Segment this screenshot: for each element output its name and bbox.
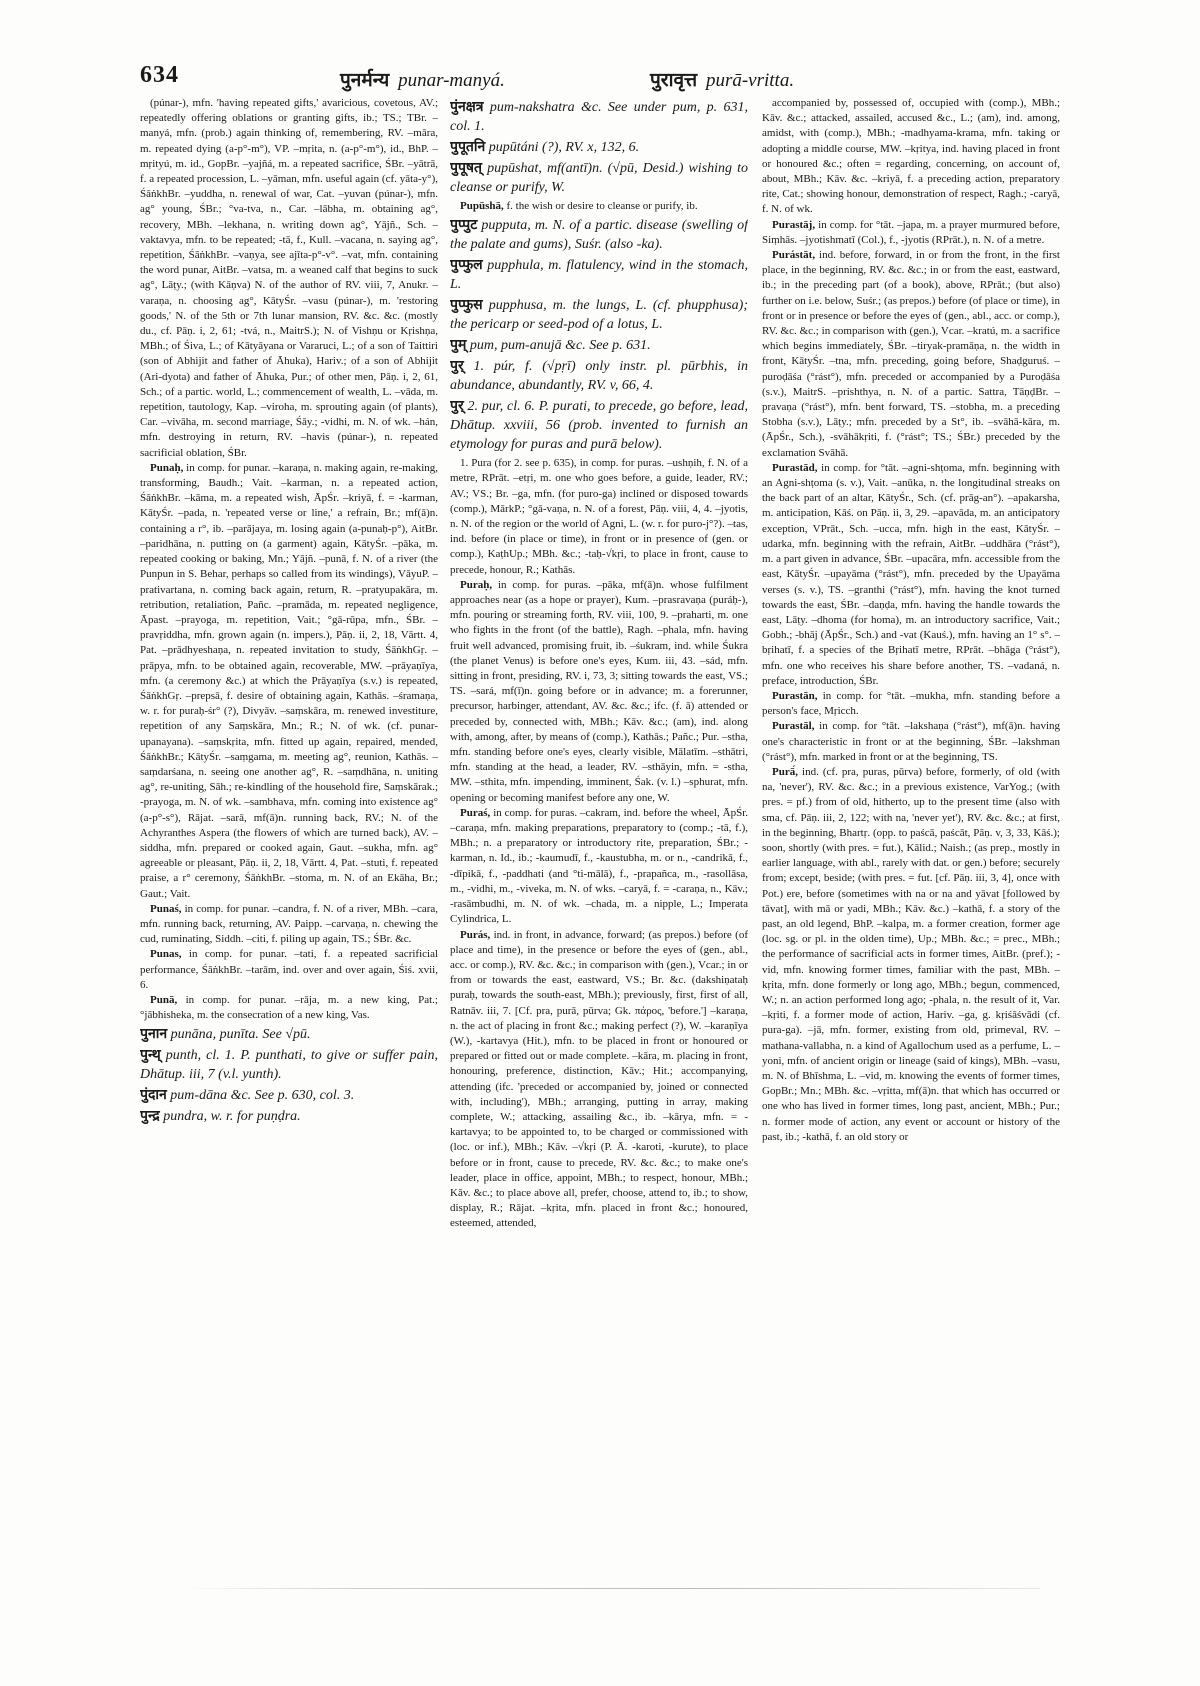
entry-text: in comp. for °tāt. –lakshaṇa (°rást°), mf(ā)n. having one's characteristic in front or at the beginning, ŚBr. –lakshman (°rást°), mfn. marked in front or at the beginning, TS. bbox=[762, 720, 1060, 763]
dictionary-entry bbox=[450, 199, 748, 214]
root-entry bbox=[450, 216, 748, 254]
entry-headword: Purastān, bbox=[772, 689, 818, 702]
page-number: 634 bbox=[140, 62, 179, 88]
entry-devanagari: पुपूतनि bbox=[450, 140, 486, 155]
entry-devanagari: पुर् bbox=[450, 399, 464, 415]
bottom-rule bbox=[180, 1588, 1040, 1589]
entry-headword: Punas, bbox=[150, 948, 182, 961]
entry-text: in comp. for puras. –cakram, ind. before the wheel, ĀpŚr. –caraṇa, mfn. making preparations, preparatory to (comp.; -tā, f.), MBh.; n. a preparatory or introductory rite, preparation, ŚBr.; -karman, n. Id., ib.; -kaumudī, f., -kaustubha, m. or n., -candrikā, f., -dīpikā, f., -paddhati (and °ti-mālā), f., -prapañca, m., -rasollāsa, m., -vidhi, m., -viveka, m. N. of wks. –caryā, f. = -caraṇa, n., Kāv.; -rasāmbudhi, m. N. of wk. –chada, m. a nipple, L.; Imperata Cylindrica, L. bbox=[450, 806, 748, 926]
entry-headword: Punā, bbox=[150, 993, 178, 1006]
entry-headword: Purastāj, bbox=[772, 218, 816, 231]
entry-devanagari: पुम् bbox=[450, 338, 467, 354]
entry-headword: Puraś, bbox=[460, 806, 491, 819]
entry-text: f. the wish or desire to cleanse or purify, ib. bbox=[506, 200, 698, 212]
entry-headword: Punaḥ, bbox=[150, 461, 184, 474]
dictionary-entry bbox=[762, 719, 1060, 765]
entry-text: pum-nakshatra &c. See under pum, p. 631, col. 1. bbox=[450, 100, 748, 134]
column-1 bbox=[140, 96, 438, 1466]
entry-devanagari: पुन्द्र bbox=[140, 1109, 160, 1125]
running-head-left-devanagari: पुनर्मन्य bbox=[340, 70, 390, 91]
entry-headword: Pupūshā, bbox=[460, 200, 504, 212]
entry-text: ind. before, forward, in or from the front, in the first place, in the beginning, RV. &c. &c.; in or from the east, eastward, ib.; in the preceding part (of a book), above, RPrāt.; (but also) further on i.e. below, Suśr.; (as prepos.) before (of place or time), in front or in presence or before the eyes of (gen., abl., acc. or comp.), RV. &c. &c.; in comparison with (gen.), Vcar. –kratú, m. a sacrifice which begins immediately, ŚBr. –tiryak-pramāṇa, n. the width in front, KātyŚr. –tna, mfn. preceding, going before, Shaḍguruś. –puroḍāśa (°rást°), mfn. preceded or accompanied by a Puroḍāśa (s.v.), MaitrS. –prishthya, n. N. of a partic. Sattra, TāṇḍBr. –pravaṇa (°rást°), mfn. bent forward, TS. –stobha, m. a preceding Stobha (s.v.), Lāṭy.; mfn. preceded by a St°, ib. –svāhā-kāra, m. (ĀpŚr., Sch.), -svāhākṛiti, f. (°rást°; TS.; ŚBr.) preceded by the exclamation Svāhā. bbox=[762, 249, 1060, 459]
dictionary-entry bbox=[140, 902, 438, 948]
entry-headword: Punaś, bbox=[150, 902, 182, 915]
entry-text: pum-dāna &c. See p. 630, col. 3. bbox=[170, 1088, 355, 1104]
dictionary-entry bbox=[762, 461, 1060, 689]
dictionary-entry bbox=[450, 806, 748, 928]
root-entry bbox=[450, 357, 748, 395]
root-entry bbox=[140, 1107, 438, 1126]
entry-headword: Puraḥ, bbox=[460, 578, 493, 591]
page-header bbox=[140, 62, 1060, 96]
dictionary-entry bbox=[762, 689, 1060, 719]
dictionary-entry bbox=[762, 248, 1060, 461]
entry-headword: Purā́, bbox=[772, 765, 798, 778]
entry-devanagari: पुंनक्षत्र bbox=[450, 100, 484, 115]
running-head-left bbox=[340, 66, 505, 92]
entry-devanagari: पुर् bbox=[450, 359, 464, 375]
entry-devanagari: पुंदान bbox=[140, 1088, 167, 1104]
entry-text: pum, pum-anujā &c. See p. 631. bbox=[469, 338, 651, 354]
column-2 bbox=[450, 96, 748, 1466]
dictionary-entry bbox=[450, 928, 748, 1232]
dictionary-entry bbox=[140, 993, 438, 1023]
root-entry bbox=[140, 1025, 438, 1044]
entry-text: punth, cl. 1. P. punthati, to give or suffer pain, Dhātup. iii, 7 (v.l. yunth). bbox=[140, 1048, 438, 1083]
entry-text: 2. pur, cl. 6. P. purati, to precede, go before, lead, Dhātup. xxviii, 56 (prob. invented to furnish an etymology for puras and purā below). bbox=[450, 399, 748, 453]
entry-devanagari: पुपूषत् bbox=[450, 161, 482, 176]
entry-text: pupphusa, m. the lungs, L. (cf. phupphusa); the pericarp or seed-pod of a lotus, L. bbox=[450, 298, 748, 333]
dictionary-entry bbox=[762, 765, 1060, 1145]
root-entry bbox=[140, 1086, 438, 1105]
running-head-right-transliteration: purā-vritta. bbox=[705, 70, 795, 91]
entry-text: in comp. for punar. –rāja, m. a new king, Pat.; °jābhisheka, m. the consecration of a new king, Vas. bbox=[140, 993, 438, 1022]
entry-text: 1. púr, f. (√pṛī) only instr. pl. pūrbhis, in abundance, abundantly, RV. v, 66, 4. bbox=[450, 359, 748, 394]
entry-text: in comp. for °tāt. –agni-shṭoma, mfn. beginning with an Agni-shṭoma (s. v.), Vait. –anūka, n. the longitudinal streaks on the back part of an altar, KātyŚr., Sch. (cf. prāg-an°). –apakarsha, m. anticipation, Kāś. on Pāṇ. ii, 3, 29. –apavāda, m. an anticipatory exception, VPrāt., Sch. –ucca, mfn. high in the east, KātyŚr. –udarka, mfn. beginning with the refrain, AitBr. –uddhāra (°rást°), m. a part given in advance, ŚBr. –upacāra, mfn. accessible from the east, KātyŚr. –upayāma (°rást°), mfn. preceded by the Upayāma verses (s. v.), TS. –granthi (°rást°), mfn. having the knot turned towards the east, ŚBr. –daṇḍa, mfn. having the handle towards the east, Lāṭy. –dhoma (for homa), m. an introductory sacrifice, Vait.; Gobh.; -bhāj (ĀpŚr., Sch.) and -vat (Kauś.), mfn. having an 1° s°. –bṛihatī, f. a species of the Bṛihatī metre, RPrāt. –bhāga (°rást°), mfn. one who receives his share before another, TS. –vadaná, n. preface, introduction, ŚBr. bbox=[762, 461, 1060, 687]
text-columns bbox=[140, 96, 1060, 1466]
dictionary-entry-continuation: accompanied by, possessed of, occupied with (comp.), MBh.; Kāv. &c.; attacked, assailed, accused &c., L.; (am), ind. among, amidst, with (comp.), MBh.; -madhyama-krama, mfn. taking or adopting a middle course, MW. –kṛitya, ind. having placed in front or honoured &c.; often = regarding, concerning, on account of, about, MBh.; Kāv. &c. –kriyā, f. a preceding action, preparatory rite, Cat.; showing honour, demonstration of respect, Ragh.; -caryā, f. N. of wk. bbox=[762, 97, 1060, 216]
dictionary-entry bbox=[762, 218, 1060, 248]
running-head-right-devanagari: पुरावृत्त bbox=[650, 70, 698, 91]
entry-headword: Purastād, bbox=[772, 461, 818, 474]
running-head-right bbox=[650, 66, 794, 92]
root-entry bbox=[450, 397, 748, 454]
root-entry bbox=[450, 98, 748, 136]
dictionary-entry bbox=[450, 578, 748, 806]
entry-devanagari: पुन्थ् bbox=[140, 1048, 161, 1064]
entry-text: pundra, w. r. for puṇḍra. bbox=[163, 1109, 301, 1125]
entry-text: in comp. for punar. –tati, f. a repeated sacrificial performance, ŚāṅkhBr. –tarām, ind. over and over again, Śiś. xvii, 6. bbox=[140, 948, 438, 991]
dictionary-entry-continuation: (púnar-), mfn. 'having repeated gifts,' avaricious, covetous, AV.; repeatedly offering oblations or granting gifts, ib.; TS.; TBr. –manyá, mfn. (prob.) again thinking of, remembering, RV. –māra, m. repeated dying (a-p°-m°), VP. –mṛita, n. (a-p°-m°), id., BhP. –mṛityú, m. id., GopBr. –yajñá, m. a repeated sacrifice, ŚBr. –yātrā, f. a repeated procession, L. –yāman, mfn. useful again (cf. yāta-y°), ŚāṅkhBr. –yuddha, n. renewal of war, Cat. –yuvan (púnar-), mfn. ag° young, ŚBr.; °va-tva, n., Car. –lābha, m. obtaining ag°, recovery, MBh. –lekhana, n. writing down ag°, Yājñ., Sch. –vaktavya, mfn. to be repeated; -tā, f., Kull. –vacana, n. saying ag°, repetition, ŚāṅkhBr. –vaṇya, see ajīta-p°-v°. –vat, mfn. containing the word punar, AitBr. –vatsa, m. a weaned calf that begins to suck ag°, Lāṭy.; (with Kāṇva) N. of the author of RV. viii, 7, Anukr. –varaṇa, n. choosing ag°, KātyŚr. –vasu (púnar-), m. 'restoring goods,' N. of the 5th or 7th lunar mansion, RV. &c. &c. (mostly du., cf. Pāṇ. i, 2, 61; -tvá, n., MaitrS.); N. of Vishṇu or Kṛishṇa, MBh.; of Śiva, L.; of Kātyāyana or Vararuci, L.; of a son of Taittiri (son of Abhijit and father of Āhuka), Hariv.; of a son of Abhijit (Ari-dyota) and father of Āhuka, Pur.; of other men, Pāṇ. i, 2, 61, Sch.; of a partic. world, L.; commencement of wealth, L. –vāda, m. repetition, tautology, Kap. –viroha, m. sprouting again (of plants), Car. –vivāha, m. second marriage, Śāy.; -vidhi, m. N. of wk. –hán, mfn. destroying in return, RV. –havis (púnar-), n. repeated sacrificial oblation, ŚBr. bbox=[140, 97, 438, 459]
root-entry bbox=[450, 138, 748, 157]
entry-text: in comp. for °tāt. –mukha, mfn. standing before a person's face, Mṛicch. bbox=[762, 689, 1060, 718]
root-entry bbox=[450, 296, 748, 334]
running-head-left-transliteration: punar-manyá. bbox=[398, 70, 505, 91]
root-entry bbox=[450, 336, 748, 355]
entry-text: pupūtáni (?), RV. x, 132, 6. bbox=[488, 140, 640, 155]
root-entry bbox=[450, 256, 748, 294]
entry-text: in comp. for puras. –pāka, mf(ā)n. whose fulfilment approaches near (as a hope or prayer), Kum. –prasravaṇa (puráḥ-), mfn. pouring or streaming forth, RV. viii, 100, 9. –praharti, m. one who fights in the front (of the battle), Ragh. –phala, mfn. having fruit well advanced, promising fruit, ib. –śukram, ind. while Śukra (the planet Venus) is before one's eyes, Kum. iii, 43. –sád, mfn. sitting in front, presiding, RV. i, 73, 3; sitting towards the east, VS.; TS. –sará, mf(ī)n. going before or in advance; m. a forerunner, precursor, harbinger, attendant, AV. &c. &c.; ifc. (f. ā) attended or preceded by, connected with, MBh.; Kāv. &c.; (am), ind. along with, among, after, by means of (comp.), Kathās.; Pañc.; Pur. –stha, mfn. standing before one's eyes, clearly visible, Mālatīm. –sthātri, mfn. standing at the head, a leader, RV. –sthāyin, mfn. = -stha, MW. –sthita, mfn. impending, imminent, Śak. (v. l.) –sphurat, mfn. opening or becoming manifest before any one, W. bbox=[450, 578, 748, 804]
entry-devanagari: पुनान bbox=[140, 1027, 168, 1043]
entry-text: pupphula, m. flatulency, wind in the stomach, L. bbox=[450, 258, 748, 293]
entry-devanagari: पुप्फुल bbox=[450, 258, 483, 274]
entry-devanagari: पुप्पुट bbox=[450, 218, 478, 234]
dictionary-entry-continuation: 1. Pura (for 2. see p. 635), in comp. for puras. –ushṇih, f. N. of a metre, RPrāt. –etṛi, m. one who goes before, a guide, leader, RV.; AV.; VS.; Br. –ga, mfn. (for puro-ga) inclined or disposed towards (comp.), MārkP.; °gā-vaṇa, n. N. of a forest, Pāṇ. viii, 4, 4. –jyotis, n. N. of the region or the world of Agni, L. (w. r. for puro-j°?). –tas, ind. before (in place or time), in front or in presence of (gen. or comp.), KaṭhUp.; MBh. &c.; -taḥ-√kṛi, to place in front, cause to precede, honour, R.; Kathās. bbox=[450, 457, 748, 576]
column-3 bbox=[762, 96, 1060, 1466]
entry-headword: Purastāl, bbox=[772, 720, 815, 733]
entry-text: in comp. for punar. –candra, f. N. of a river, MBh. –cara, mfn. running back, returning, AV. Paipp. –carvaṇa, n. chewing the cud, ruminating, Siddh. –citi, f. piling up again, TS.; ŚBr. &c. bbox=[140, 902, 438, 946]
entry-devanagari: पुप्फुस bbox=[450, 298, 483, 314]
entry-headword: Purás, bbox=[460, 928, 491, 941]
entry-text: in comp. for °tāt. –japa, m. a prayer murmured before, Siṃhās. –jyotishmatī (Col.), f., -jyotis (RPrāt.), n. N. of a metre. bbox=[762, 218, 1060, 246]
root-entry bbox=[140, 1046, 438, 1084]
dictionary-entry bbox=[140, 461, 438, 902]
entry-text: pupūshat, mf(antī)n. (√pū, Desid.) wishing to cleanse or purify, W. bbox=[450, 161, 748, 195]
root-entry bbox=[450, 159, 748, 197]
entry-text: ind. in front, in advance, forward; (as prepos.) before (of place and time), in the presence or before the eyes of (gen., abl., acc. or comp.), RV. &c. &c.; in comparison with (gen.), Vcar.; in or from or towards the east, eastward, VS.; Br. &c. (dakshiṇataḥ puraḥ, towards the south-east, MBh.); previously, first, first of all, Ratnāv. iii, 7. [Cf. pra, purā, pūrva; Gk. πάρος, 'before.'] –karaṇa, n. the act of placing in front &c.; making perfect (?), W. –karaṇīya (W.), -kartavya (Hit.), mfn. to be placed in front or honoured or prepared or fitted out or made complete. –kāra, m. placing in front, honouring, preference, distinction, Kāv.; Hit.; accompanying, attending (ifc. 'preceded or accompanied by, joined or connected with, including'), MBh.; arranging, putting in array, making complete, W.; attacking, assailing &c., ib. –kārya, mfn. = -kartavya; to be appointed to, to be charged or commissioned with (loc. or inf.), MBh.; Kāv. –√kṛi (P. Ā. -karoti, -kurute), to place before or in front, cause to precede, RV. &c. &c.; to make one's leader, place in office, appoint, MBh.; to respect, honour, MBh.; Kāv. &c.; to place above all, prefer, choose, attend to, ib.; to show, display, R.; Rājat. –kṛita, mfn. placed in front &c.; honoured, esteemed, attended, bbox=[450, 928, 748, 1230]
dictionary-entry bbox=[140, 947, 438, 993]
entry-text: pupputa, m. N. of a partic. disease (swelling of the palate and gums), Suśr. (also -ka). bbox=[450, 218, 748, 253]
entry-text: in comp. for punar. –karaṇa, n. making again, re-making, transforming, Baudh.; Vait. –karman, n. a repeated action, ŚāṅkhBr. –kāma, m. a repeated wish, ĀpŚr. –kriyā, f. = -karman, KātyŚr. –pada, n. 'repeated verse or line,' a refrain, Br.; mf(ā)n. containing a r°, ib. –parājaya, m. losing again (a-punaḥ-p°), AitBr. –paridhāna, n. putting on (a garment) again, KātyŚr. –pāka, m. repeated cooking or baking, Mn.; Yājñ. –punā, f. N. of a river (the Punpun in S. Behar, perhaps so called from its windings), VāyuP. –prativartana, n. coming back again, return, R. –pratyupakāra, m. retribution, retaliation, Pañc. –pramāda, m. repeated negligence, Āpast. –prayoga, m. repetition, Vait.; °gā-rūpa, mfn., ŚBr. –pravṛiddha, mfn. grown again (n. impers.), Pāṇ. ii, 2, 18, Vārtt. 4, Pat. –prādhyeshaṇa, n. repeated invitation to study, ŚāṅkhGṛ. –prāpya, mfn. to be obtained again, recoverable, MW. –prāyaṇīya, mfn. (a ceremony &c.) at which the Prāyaṇīya (s.v.) is repeated, ŚāṅkhGṛ. –prepsā, f. desire of obtaining again, Kathās. –śramaṇa, w. r. for puraḥ-śr° (?), Divyāv. –saṃskāra, m. renewed investiture, repetition of any Saṃskāra, Mn.; R.; N. of wk. (cf. punar-upanayana). –saṃskṛita, mfn. fitted up again, repaired, mended, ŚāṅkhBr.; KātyŚr. –saṃgama, m. meeting ag°, reunion, Kathās. –saṃdarśana, n. seeing one another ag°, R. –saṃdhāna, n. uniting ag°, re-uniting, Sāh.; re-kindling of the household fire, Saṃskārak.; -prayoga, m. N. of wk. –sambhava, mfn. coming into existence ag° (a-p°-s°), Rājat. –sarā, mf(ā)n. running back, RV.; N. of the Achyranthes Aspera (the flowers of which are turned back), AV. –siddha, mfn. prepared or cooked again, Gaut. –sukha, mfn. ag° agreeable or pleasant, Pāṇ. ii, 2, 18, Vārtt. 4, Pat. –stuti, f. repeated praise, a r° ceremony, ŚāṅkhBr. –stoma, m. N. of an Ekāha, Br.; Gaut.; Vait. bbox=[140, 461, 438, 900]
entry-text: punāna, punīta. See √pū. bbox=[170, 1027, 311, 1043]
entry-text: ind. (cf. pra, puras, pūrva) before, formerly, of old (with na, 'never'), RV. &c. &c.; in a previous existence, VarYog.; (with pres. = pf.) from of old, hitherto, up to the present time (also with sma, cf. Pāṇ. iii, 2, 122; with na, 'never yet'), RV. &c. &c.; at first, in the beginning, Bhartṛ. (opp. to paścā, paścāt, Pāṇ. v, 3, 33, Kāś.); soon, shortly (with pres. = fut.), Kālid.; Naish.; (as prep., mostly in earlier language, with abl., rarely with dat. or gen.) before; securely from; except, beside; (with pres. = fut. [cf. Pāṇ. iii, 3, 4], once with Pot.) ere, before (sometimes with na or na and yāvat [followed by tāvat], with mā or yadi, MBh.; Kāv. &c.) –kathā, f. a story of the past, an old legend, BhP. –kalpa, m. a former creation, former age (loc. sg. or pl. in the olden time), Up.; MBh. &c.; = prec., MBh.; the performance of sacrificial acts in former times, AitBr. (pref.); -vid, mfn. knowing former times, familiar with the past, MBh. –kṛita, mfn. done formerly or long ago, MBh.; begun, commenced, W.; n. an action performed long ago; -phala, n. the result of it, Var. –kṛiti, f. a former mode of action, Hariv. –ga, g. kṛiśāśvādi (cf. pura-ga). –jā, mfn. former, existing from old, primeval, RV. –mathana-vallabha, n. a kind of Agallochum used as a perfume, L. –yoni, mfn. of ancient origin or lineage (said of kings), MBh. –vasu, m. N. of Bhīshma, L. –vid, m. knowing the events of former times, GopBr.; Mn.; MBh. &c. –vṛitta, mf(ā)n. that which has occurred or one who has lived in former times, long past, ancient, MBh.; Pur.; n. former mode of action, any event or account or history of the past, ib.; -kathā, f. an old story or bbox=[762, 765, 1060, 1143]
entry-headword: Purástāt, bbox=[772, 249, 816, 262]
